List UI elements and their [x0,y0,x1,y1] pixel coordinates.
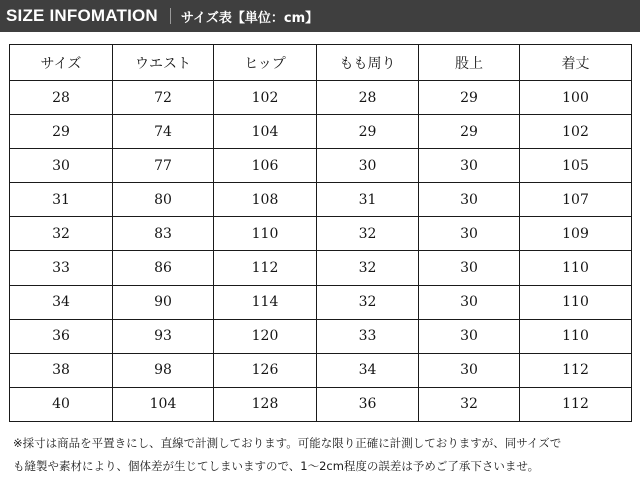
header-title: SIZE INFOMATION [6,6,158,25]
footnote-line: ※採寸は商品を平置きにし、直線で計測しております。可能な限り正確に計測しておりますが、同サイズで [13,436,562,450]
table-cell: 110 [520,251,632,285]
table-cell: 29 [419,81,520,115]
table-cell: 77 [113,149,214,183]
table-cell: 29 [419,115,520,149]
table-cell: 74 [113,115,214,149]
table-cell: 120 [214,319,317,353]
table-cell: 30 [419,353,520,387]
table-cell: 31 [317,183,419,217]
column-header-length: 着丈 [520,45,632,81]
table-cell: 32 [10,217,113,251]
table-cell: 32 [317,217,419,251]
table-cell: 32 [317,285,419,319]
table-cell: 108 [214,183,317,217]
table-header-row [10,45,632,81]
table-row [10,353,632,387]
table-cell: 112 [214,251,317,285]
footnote [13,432,635,478]
table-cell: 30 [419,319,520,353]
table-cell: 30 [419,217,520,251]
column-header-rise: 股上 [419,45,520,81]
column-header-hip: ヒップ [214,45,317,81]
table-cell: 28 [317,81,419,115]
header-divider [170,8,171,24]
table-row [10,217,632,251]
table-cell: 98 [113,353,214,387]
table-cell: 112 [520,353,632,387]
table-cell: 83 [113,217,214,251]
table-cell: 30 [419,251,520,285]
column-header-thigh: もも周り [317,45,419,81]
table-cell: 110 [520,319,632,353]
table-cell: 114 [214,285,317,319]
table-row [10,149,632,183]
table-cell: 107 [520,183,632,217]
table-cell: 29 [317,115,419,149]
table-cell: 93 [113,319,214,353]
table-cell: 36 [317,387,419,421]
table-cell: 105 [520,149,632,183]
column-header-waist: ウエスト [113,45,214,81]
table-cell: 104 [113,387,214,421]
table-row [10,251,632,285]
table-cell: 106 [214,149,317,183]
table-row [10,319,632,353]
table-cell: 30 [419,149,520,183]
table-cell: 34 [317,353,419,387]
table-row [10,81,632,115]
table-cell: 90 [113,285,214,319]
table-cell: 31 [10,183,113,217]
table-row [10,115,632,149]
table-cell: 112 [520,387,632,421]
table-cell: 80 [113,183,214,217]
table-cell: 29 [10,115,113,149]
table-cell: 32 [317,251,419,285]
table-cell: 128 [214,387,317,421]
table-cell: 126 [214,353,317,387]
size-table [9,44,632,422]
column-header-size: サイズ [10,45,113,81]
table-cell: 40 [10,387,113,421]
table-cell: 110 [214,217,317,251]
footnote-line: も縫製や素材により、個体差が生じてしまいますので、1〜2cm程度の誤差は予めご了承下さいませ。 [13,459,540,473]
table-cell: 30 [10,149,113,183]
header-subtitle: サイズ表【単位：cm】 [180,10,319,26]
table-cell: 102 [520,115,632,149]
table-cell: 34 [10,285,113,319]
table-cell: 38 [10,353,113,387]
header-bar [0,0,640,32]
table-cell: 33 [10,251,113,285]
table-row [10,387,632,421]
table-cell: 30 [419,285,520,319]
table-row [10,285,632,319]
table-cell: 72 [113,81,214,115]
table-row [10,183,632,217]
table-cell: 30 [419,183,520,217]
table-cell: 36 [10,319,113,353]
table-cell: 30 [317,149,419,183]
table-cell: 33 [317,319,419,353]
table-cell: 104 [214,115,317,149]
table-cell: 109 [520,217,632,251]
table-cell: 100 [520,81,632,115]
table-cell: 86 [113,251,214,285]
table-cell: 102 [214,81,317,115]
table-cell: 28 [10,81,113,115]
table-cell: 110 [520,285,632,319]
table-cell: 32 [419,387,520,421]
